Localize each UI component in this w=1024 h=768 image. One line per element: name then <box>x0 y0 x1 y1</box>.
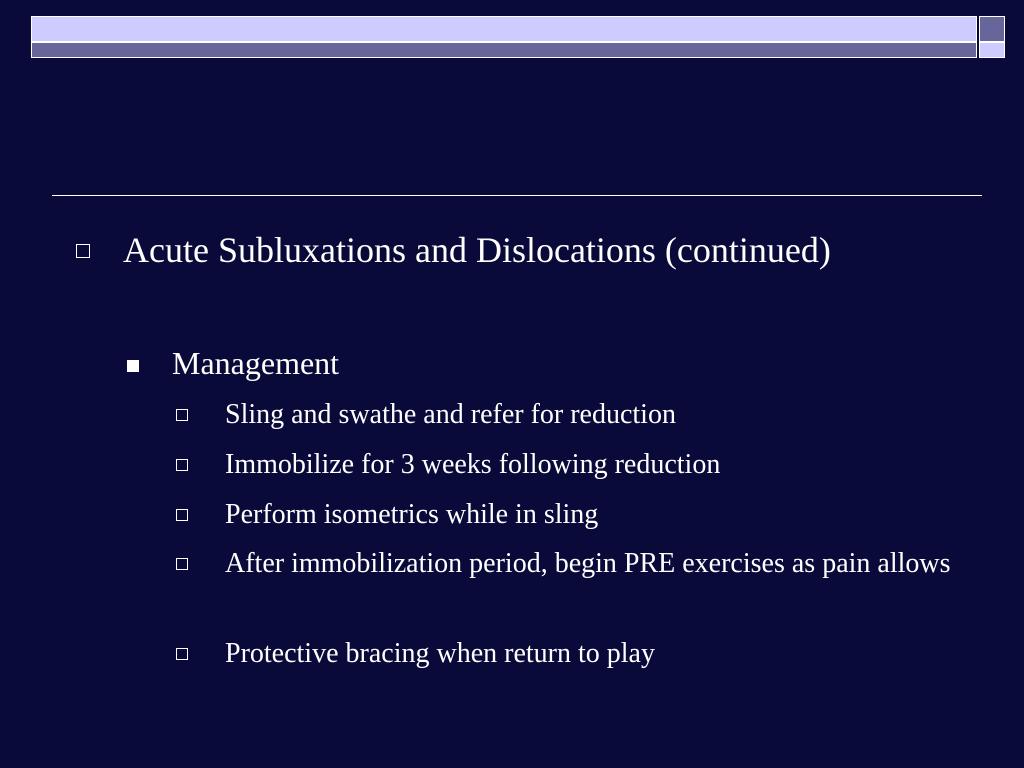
bullet-level-3: Sling and swathe and refer for reduction <box>225 399 676 430</box>
hollow-square-bullet-icon <box>76 244 90 258</box>
title-divider <box>52 195 982 196</box>
header-bar-top <box>31 16 977 42</box>
bullet-level-3: Immobilize for 3 weeks following reduction <box>225 449 721 480</box>
hollow-square-bullet-icon <box>176 509 188 521</box>
bullet-level-3: After immobilization period, begin PRE exercises as pain allows <box>225 548 951 579</box>
bullet-level-2: Management <box>172 345 340 381</box>
filled-square-bullet-icon <box>127 360 139 372</box>
bullet-level-1: Acute Subluxations and Dislocations (continued) <box>123 230 831 270</box>
hollow-square-bullet-icon <box>176 409 188 421</box>
hollow-square-bullet-icon <box>176 558 188 570</box>
bullet-level-3: Protective bracing when return to play <box>225 638 655 669</box>
bullet-level-3: Perform isometrics while in sling <box>225 499 599 530</box>
header-square-top <box>979 16 1005 42</box>
header-bar-bottom <box>31 42 977 58</box>
hollow-square-bullet-icon <box>176 648 188 660</box>
hollow-square-bullet-icon <box>176 459 188 471</box>
header-square-bottom <box>979 42 1005 58</box>
